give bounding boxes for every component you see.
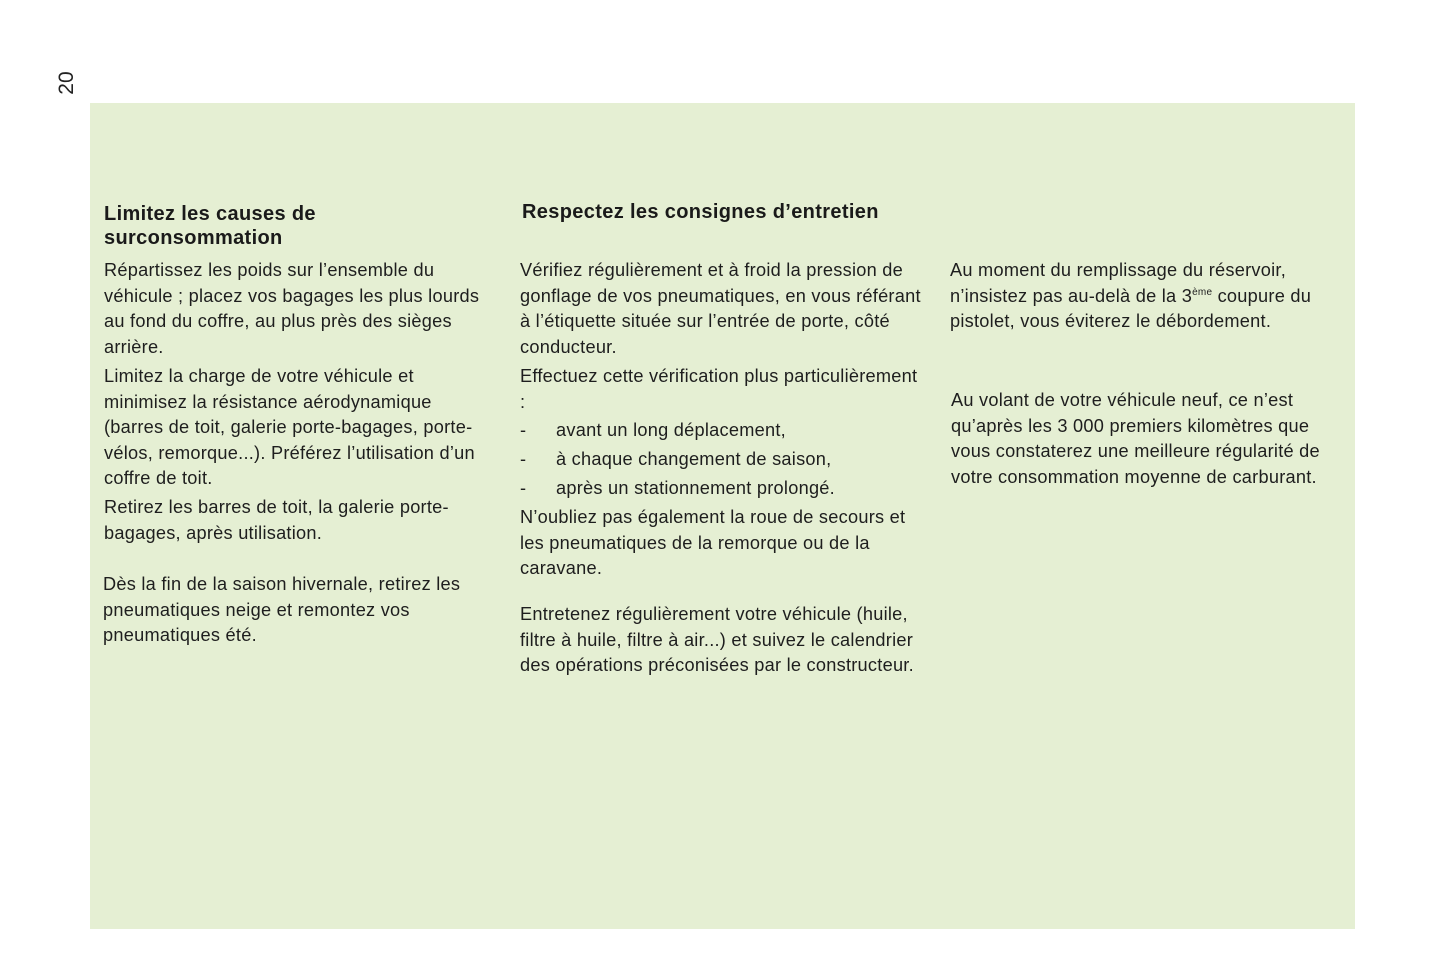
paragraph-refuelling bbox=[950, 258, 1350, 335]
heading-maintenance: Respectez les consignes d’entretien bbox=[522, 201, 879, 223]
bullet-dash: - bbox=[520, 449, 527, 469]
paragraph-new-vehicle-break-in: Au volant de votre véhicule neuf, ce n’est qu’après les 3 000 premiers kilomètres que vous constaterez une meilleure régularité de votre consommation moyenne de carburant. bbox=[951, 390, 1320, 487]
paragraph-remove-roof-bars: Retirez les barres de toit, la galerie porte-bagages, après utilisation. bbox=[104, 497, 449, 543]
paragraph-winter-tyres: Dès la fin de la saison hivernale, retirez les pneumatiques neige et remontez vos pneumatiques été. bbox=[103, 574, 461, 646]
bullet-dash: - bbox=[520, 420, 527, 440]
bullet-dash: - bbox=[520, 478, 527, 498]
paragraph-tyre-pressure: Vérifiez régulièrement et à froid la pression de gonflage de vos pneumatiques, en vous référant à l’étiquette située sur l’entrée de porte, côté conducteur. bbox=[520, 260, 921, 357]
list-item bbox=[520, 447, 924, 473]
list-item bbox=[520, 418, 924, 444]
refuelling-text-end: coupure du pistolet, vous éviterez le débordement. bbox=[950, 285, 1312, 332]
page-number: 20 bbox=[55, 71, 78, 95]
content-panel bbox=[90, 103, 1355, 929]
paragraph-weight-distribution: Répartissez les poids sur l’ensemble du véhicule ; placez vos bagages les plus lourds au fond du coffre, au plus près des sièges arrière. bbox=[104, 260, 480, 357]
heading-line-2: surconsommation bbox=[104, 227, 283, 249]
heading-limit-overconsumption bbox=[104, 202, 484, 250]
ordinal-superscript: ème bbox=[1192, 286, 1213, 298]
refuelling-text-start: Au moment du remplissage du réservoir, n’insistez pas au-delà de la 3 bbox=[950, 260, 1287, 306]
paragraph-vehicle-servicing: Entretenez régulièrement votre véhicule (huile, filtre à huile, filtre à air...) et suivez le calendrier des opérations préconisées par le constructeur. bbox=[520, 604, 914, 676]
bullet-text: après un stationnement prolongé. bbox=[556, 478, 835, 498]
heading-line-1: Limitez les causes de bbox=[104, 203, 316, 225]
list-item bbox=[520, 476, 924, 502]
paragraph-check-conditions: Effectuez cette vérification plus particulièrement : bbox=[520, 366, 918, 412]
paragraph-reduce-load: Limitez la charge de votre véhicule et minimisez la résistance aérodynamique (barres de toit, galerie porte-bagages, porte-vélos, remorque...). Préférez l’utilisation d’un coffre de toit. bbox=[104, 366, 475, 489]
bullet-text: avant un long déplacement, bbox=[556, 420, 786, 440]
bullet-text: à chaque changement de saison, bbox=[556, 449, 832, 469]
paragraph-spare-wheel: N’oubliez pas également la roue de secours et les pneumatiques de la remorque ou de la caravane. bbox=[520, 507, 906, 579]
